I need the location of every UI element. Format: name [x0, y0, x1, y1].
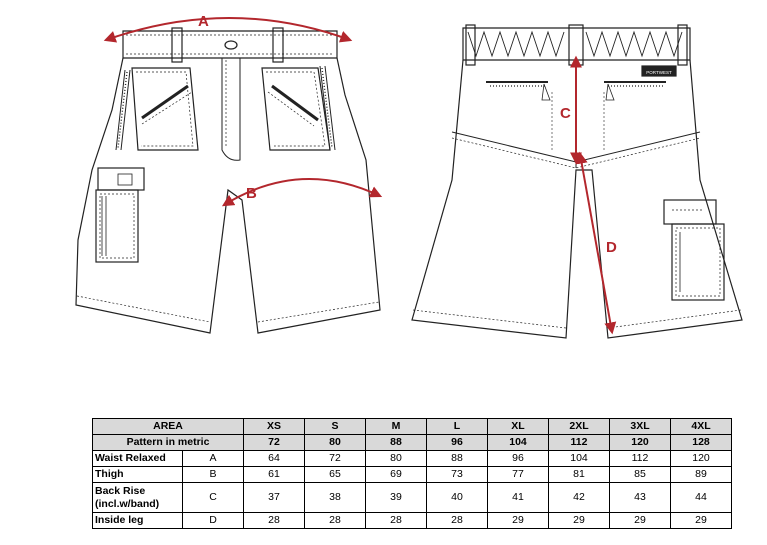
- row-label-line2: (incl.w/band): [95, 497, 160, 510]
- table-cell: 40: [427, 483, 488, 513]
- row-label-line1: Back Rise: [95, 484, 146, 497]
- row-code: C: [183, 483, 244, 513]
- row-label: Thigh: [93, 467, 183, 483]
- label-c: C: [560, 105, 571, 122]
- size-header: XS: [244, 419, 305, 435]
- row-label: [93, 483, 183, 513]
- label-b: B: [246, 185, 257, 202]
- pattern-value: 128: [671, 435, 732, 451]
- table-cell: 73: [427, 467, 488, 483]
- row-code: D: [183, 513, 244, 529]
- table-cell: 88: [427, 451, 488, 467]
- table-cell: 39: [366, 483, 427, 513]
- table-cell: 85: [610, 467, 671, 483]
- area-header: AREA: [93, 419, 244, 435]
- pattern-value: 72: [244, 435, 305, 451]
- table-cell: 61: [244, 467, 305, 483]
- table-row: [93, 483, 732, 513]
- table-cell: 69: [366, 467, 427, 483]
- table-cell: 29: [488, 513, 549, 529]
- pattern-value: 104: [488, 435, 549, 451]
- pattern-value: 80: [305, 435, 366, 451]
- row-label: Waist Relaxed: [93, 451, 183, 467]
- front-left-pocket: [132, 68, 198, 150]
- size-header: 3XL: [610, 419, 671, 435]
- table-cell: 28: [305, 513, 366, 529]
- size-header: S: [305, 419, 366, 435]
- table-row: [93, 451, 732, 467]
- front-cargo-flap: [98, 168, 144, 190]
- table-cell: 29: [671, 513, 732, 529]
- measure-c: [560, 58, 576, 162]
- table-cell: 38: [305, 483, 366, 513]
- table-cell: 89: [671, 467, 732, 483]
- size-header-row: [93, 419, 732, 435]
- table-row: [93, 467, 732, 483]
- table-cell: 28: [427, 513, 488, 529]
- measure-a: [106, 13, 350, 40]
- table-cell: 42: [549, 483, 610, 513]
- size-header: XL: [488, 419, 549, 435]
- label-a: A: [198, 13, 209, 30]
- table-cell: 120: [671, 451, 732, 467]
- front-belt-loop: [273, 28, 283, 62]
- pattern-value: 120: [610, 435, 671, 451]
- table-cell: 80: [366, 451, 427, 467]
- elastic-zigzag: [468, 32, 682, 56]
- table-cell: 104: [549, 451, 610, 467]
- table-cell: 112: [610, 451, 671, 467]
- table-cell: 96: [488, 451, 549, 467]
- brand-tag-text: PORTWEST: [646, 70, 672, 75]
- measure-b: [224, 179, 380, 205]
- size-header: M: [366, 419, 427, 435]
- table-cell: 29: [610, 513, 671, 529]
- pattern-value: 96: [427, 435, 488, 451]
- size-chart-table: [92, 418, 732, 529]
- row-code: A: [183, 451, 244, 467]
- table-cell: 28: [244, 513, 305, 529]
- pattern-value: 88: [366, 435, 427, 451]
- table-cell: 29: [549, 513, 610, 529]
- row-code: B: [183, 467, 244, 483]
- label-d: D: [606, 239, 617, 256]
- back-belt-loop: [678, 25, 687, 65]
- back-cargo-flap: [664, 200, 716, 224]
- table-cell: 41: [488, 483, 549, 513]
- pattern-row: [93, 435, 732, 451]
- pattern-value: 112: [549, 435, 610, 451]
- table-row: [93, 513, 732, 529]
- row-label: Inside leg: [93, 513, 183, 529]
- size-header: 4XL: [671, 419, 732, 435]
- table-cell: 44: [671, 483, 732, 513]
- back-waistband: [463, 28, 690, 60]
- pattern-label: Pattern in metric: [93, 435, 244, 451]
- table-cell: 43: [610, 483, 671, 513]
- waist-button: [225, 41, 237, 49]
- table-cell: 77: [488, 467, 549, 483]
- table-cell: 64: [244, 451, 305, 467]
- table-cell: 28: [366, 513, 427, 529]
- size-header: L: [427, 419, 488, 435]
- front-belt-loop: [172, 28, 182, 62]
- size-header: 2XL: [549, 419, 610, 435]
- table-cell: 81: [549, 467, 610, 483]
- table-cell: 72: [305, 451, 366, 467]
- table-cell: 65: [305, 467, 366, 483]
- table-cell: 37: [244, 483, 305, 513]
- back-belt-loop: [466, 25, 475, 65]
